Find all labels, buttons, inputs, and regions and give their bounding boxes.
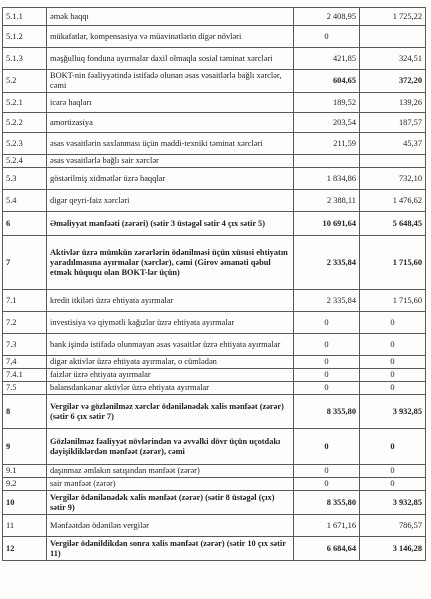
table-row [3,369,426,382]
row-code-cell: 5.1.1 [3,8,47,26]
row-value-current-cell: 0 [294,465,360,478]
table-row [3,70,426,93]
table-row [3,155,426,168]
row-value-current-cell: 1 671,16 [294,515,360,537]
row-value-previous-cell: 45,37 [360,133,426,155]
row-description-cell: Əməliyyat mənfəəti (zərəri) (sətir 3 üstəgəl sətir 4 çıx sətir 5) [47,212,294,236]
row-value-current-cell: 8 355,80 [294,395,360,429]
row-code-cell: 7,4 [3,356,47,369]
row-value-current-cell: 10 691,64 [294,212,360,236]
row-code-cell: 5.2.1 [3,93,47,113]
table-row [3,48,426,70]
table-row [3,478,426,491]
row-value-previous-cell: 372,20 [360,70,426,93]
row-value-previous-cell: 0 [360,356,426,369]
row-value-current-cell: 211,59 [294,133,360,155]
row-value-current-cell: 0 [294,369,360,382]
table-row [3,312,426,334]
row-value-current-cell: 1 834,86 [294,168,360,190]
row-code-cell: 10 [3,491,47,515]
row-description-cell: icarə haqları [47,93,294,113]
row-description-cell: amortizasiya [47,113,294,133]
row-description-cell: kredit itkiləri üzrə ehtiyata ayırmalar [47,290,294,312]
row-code-cell: 8 [3,395,47,429]
row-code-cell: 9.1 [3,465,47,478]
row-value-current-cell: 604,65 [294,70,360,93]
row-description-cell: BOKT-nin fəaliyyətində istifadə olunan əsas vəsaitlərlə bağlı xərclər, cəmi [47,70,294,93]
row-value-current-cell: 0 [294,478,360,491]
row-value-current-cell: 8 355,80 [294,491,360,515]
table-row [3,382,426,395]
row-value-current-cell: 2 335,84 [294,236,360,290]
row-code-cell: 9.2 [3,478,47,491]
row-value-previous-cell: 786,57 [360,515,426,537]
row-value-previous-cell: 0 [360,369,426,382]
row-value-current-cell: 189,52 [294,93,360,113]
table-row [3,133,426,155]
table-row [3,93,426,113]
table-row [3,395,426,429]
row-value-current-cell: 2 388,11 [294,190,360,212]
row-code-cell: 7.5 [3,382,47,395]
row-value-previous-cell [360,155,426,168]
row-description-cell: faizlər üzrə ehtiyata ayırmalar [47,369,294,382]
row-description-cell: Vergilər ödənildikdən sonra xalis mənfəət (zərər) (sətir 10 çıx sətir 11) [47,537,294,561]
row-value-current-cell: 0 [294,334,360,356]
table-row [3,334,426,356]
row-description-cell: investisiya və qiymətli kağızlar üzrə ehtiyata ayırmalar [47,312,294,334]
row-code-cell: 7.4.1 [3,369,47,382]
row-value-previous-cell: 3 932,85 [360,395,426,429]
income-statement-table [2,7,426,561]
row-value-previous-cell: 1 725,22 [360,8,426,26]
table-row [3,168,426,190]
row-code-cell: 7.3 [3,334,47,356]
row-value-current-cell: 0 [294,429,360,465]
row-code-cell: 5.3 [3,168,47,190]
row-value-previous-cell: 0 [360,478,426,491]
row-value-current-cell: 2 335,84 [294,290,360,312]
row-code-cell: 5.2.3 [3,133,47,155]
row-description-cell: göstərilmiş xidmətlər üzrə haqqlar [47,168,294,190]
row-code-cell: 11 [3,515,47,537]
row-code-cell: 5.4 [3,190,47,212]
row-code-cell: 5.1.3 [3,48,47,70]
row-description-cell: əmək haqqı [47,8,294,26]
row-description-cell: digər aktivlər üzrə ehtiyata ayırmalar, o cümlədən [47,356,294,369]
row-value-current-cell: 203,54 [294,113,360,133]
row-value-previous-cell: 0 [360,312,426,334]
row-value-current-cell: 0 [294,356,360,369]
row-code-cell: 7.1 [3,290,47,312]
row-description-cell: Vergilər və gözlənilməz xərclər ödənilənədək xalis mənfəət (zərər) (sətir 6 çıx sətir 7) [47,395,294,429]
row-description-cell: Gözlənilməz fəaliyyət növlərindən və əvvəlki dövr üçün uçotdakı dəyişikliklərdən mənfəət (zərər), cəmi [47,429,294,465]
row-description-cell: digər qeyri-faiz xərcləri [47,190,294,212]
table-row [3,236,426,290]
row-value-previous-cell: 1 715,60 [360,290,426,312]
table-row [3,26,426,48]
table-row [3,190,426,212]
row-value-previous-cell: 0 [360,382,426,395]
row-description-cell: mükafatlar, kompensasiya və müavinətlərin digər növləri [47,26,294,48]
row-value-previous-cell: 1 476,62 [360,190,426,212]
row-code-cell: 7 [3,236,47,290]
row-code-cell: 5.2.2 [3,113,47,133]
row-description-cell: sair mənfəət (zərər) [47,478,294,491]
row-value-previous-cell: 0 [360,429,426,465]
row-description-cell: daşınmaz əmlakın satışından mənfəət (zərər) [47,465,294,478]
row-description-cell: əsas vəsaitlərlə bağlı sair xərclər [47,155,294,168]
row-description-cell: məşğulluq fonduna ayırmalar daxil olmaqla sosial təminat xərcləri [47,48,294,70]
table-row [3,491,426,515]
row-code-cell: 5.2.4 [3,155,47,168]
row-value-previous-cell: 732,10 [360,168,426,190]
row-code-cell: 12 [3,537,47,561]
table-row [3,537,426,561]
row-description-cell: bank işində istifadə olunmayan əsas vəsaitlər üzrə ehtiyata ayırmalar [47,334,294,356]
table-row [3,212,426,236]
row-value-previous-cell: 5 648,45 [360,212,426,236]
row-code-cell: 9 [3,429,47,465]
table-row [3,8,426,26]
row-description-cell: Aktivlər üzrə mümkün zərərlərin ödənilməsi üçün xüsusi ehtiyatın yaradılmasına ayırmalar (xərclər), cəmi (Girov əmanəti qəbul etmək hüququ olan BOKT-lər üçün) [47,236,294,290]
row-code-cell: 5.2 [3,70,47,93]
row-description-cell: Vergilər ödənilənədək xalis mənfəət (zərər) (sətir 8 üstəgəl (çıx) sətir 9) [47,491,294,515]
row-value-previous-cell: 139,26 [360,93,426,113]
table-row [3,356,426,369]
row-value-previous-cell: 0 [360,334,426,356]
table-row [3,290,426,312]
row-value-previous-cell: 3 146,28 [360,537,426,561]
row-code-cell: 7.2 [3,312,47,334]
row-value-current-cell: 0 [294,382,360,395]
row-description-cell: balansdankənar aktivlər üzrə ehtiyata ayırmalar [47,382,294,395]
row-value-previous-cell: 1 715,60 [360,236,426,290]
row-value-current-cell: 2 408,95 [294,8,360,26]
row-value-previous-cell [360,26,426,48]
row-value-previous-cell: 324,51 [360,48,426,70]
row-value-current-cell: 0 [294,26,360,48]
row-description-cell: Mənfəətdən ödənilən vergilər [47,515,294,537]
table-row [3,113,426,133]
row-code-cell: 6 [3,212,47,236]
table-row [3,429,426,465]
row-value-previous-cell: 3 932,85 [360,491,426,515]
row-description-cell: əsas vəsaitlərin saxlanması üçün maddi-texniki təminat xərcləri [47,133,294,155]
row-value-current-cell: 421,85 [294,48,360,70]
row-value-current-cell [294,155,360,168]
row-code-cell: 5.1.2 [3,26,47,48]
row-value-current-cell: 0 [294,312,360,334]
row-value-current-cell: 6 684,64 [294,537,360,561]
table-row [3,465,426,478]
row-value-previous-cell: 0 [360,465,426,478]
income-statement-rows [3,8,426,561]
table-row [3,515,426,537]
row-value-previous-cell: 187,57 [360,113,426,133]
